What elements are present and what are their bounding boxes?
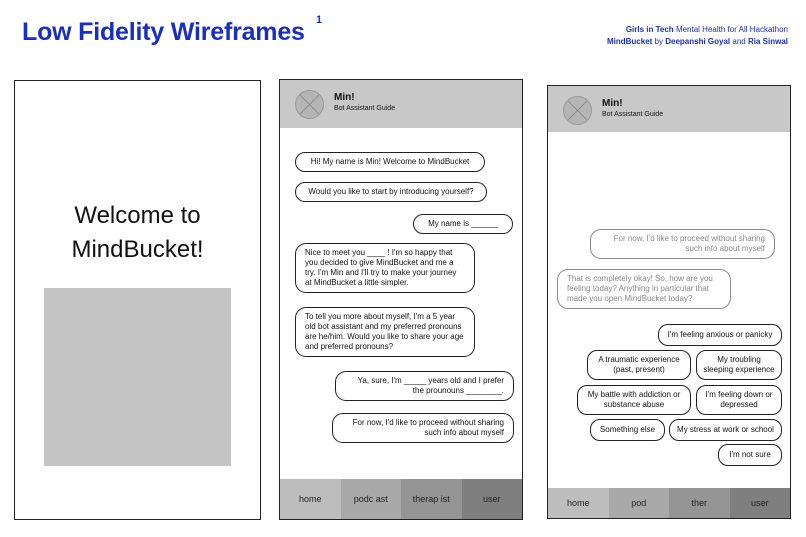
credits-org: Girls in Tech: [625, 25, 674, 34]
bot-header: [548, 86, 790, 132]
feelings-chat-screen: [547, 85, 791, 519]
credits-app: MindBucket: [606, 37, 653, 46]
feeling-option[interactable]: I'm feeling anxious or panicky: [658, 324, 782, 346]
welcome-heading: [15, 199, 260, 267]
user-reply-option[interactable]: For now, I'd like to proceed without sharing such info about myself: [332, 413, 514, 443]
title-superscript: 1: [316, 14, 323, 26]
image-placeholder: [44, 288, 231, 466]
bot-subtitle: Bot Assistant Guide: [602, 111, 664, 118]
credits-by: by: [654, 37, 663, 46]
bot-name: Min!: [334, 92, 355, 103]
nav-user[interactable]: user: [730, 488, 791, 518]
nav-home[interactable]: home: [280, 479, 341, 519]
image-placeholder-icon: [296, 91, 323, 118]
user-message: For now, I'd like to proceed without sharing such info about myself: [590, 229, 775, 259]
bottom-nav: [548, 488, 790, 518]
feeling-option[interactable]: Something else: [590, 419, 665, 441]
feeling-option[interactable]: My battle with addiction or substance abuse: [577, 385, 691, 415]
credits-line-1: [607, 24, 788, 36]
bottom-nav: [280, 479, 522, 519]
nav-home[interactable]: home: [548, 488, 609, 518]
nav-therapist[interactable]: ther: [669, 488, 730, 518]
bot-subtitle: Bot Assistant Guide: [334, 105, 396, 112]
bot-message: Nice to meet you ____ ! I'm so happy that you decided to give MindBucket and me a try. I'm Min and I'll try to make your journey at MindBucket a little simpler.: [295, 243, 475, 293]
credits-event: Mental Health for All Hackathon: [675, 25, 788, 34]
nav-podcast[interactable]: pod: [609, 488, 670, 518]
feeling-option[interactable]: I'm feeling down or depressed: [696, 385, 782, 415]
welcome-line-2: MindBucket!: [71, 236, 204, 263]
user-reply-option[interactable]: My name is ______: [413, 214, 513, 234]
nav-user[interactable]: user: [462, 479, 523, 519]
credits-author-1: Deepanshi Goyal: [665, 37, 731, 46]
welcome-screen: [14, 80, 261, 520]
user-reply-option[interactable]: Ya, sure, I'm _____ years old and I prefer the prounouns ________.: [335, 371, 514, 401]
feeling-option[interactable]: I'm not sure: [718, 444, 782, 466]
feeling-option[interactable]: My troubling sleeping experience: [696, 350, 782, 380]
credits-author-2: Ria Sinwal: [747, 37, 788, 46]
nav-therapist[interactable]: therap ist: [401, 479, 462, 519]
welcome-line-1: Welcome to: [74, 202, 201, 229]
feeling-option[interactable]: A traumatic experience (past, present): [587, 350, 691, 380]
bot-header: [280, 80, 522, 128]
bot-message: Would you like to start by introducing yourself?: [295, 182, 487, 202]
bot-message: To tell you more about myself, I'm a 5 year old bot assistant and my preferred pronouns are he/him. Would you like to share your age and preferred pronouns?: [295, 307, 475, 357]
intro-chat-screen: [279, 79, 523, 520]
image-placeholder-icon: [564, 97, 591, 124]
bot-avatar: [295, 90, 324, 119]
feeling-option[interactable]: My stress at work or school: [669, 419, 782, 441]
page-title: Low Fidelity Wireframes: [22, 18, 305, 46]
credits-line-2: [607, 36, 788, 48]
credits: [607, 24, 788, 48]
credits-and: and: [732, 37, 746, 46]
bot-message: Hi! My name is Min! Welcome to MindBucket: [295, 152, 485, 172]
bot-avatar: [563, 96, 592, 125]
nav-podcast[interactable]: podc ast: [341, 479, 402, 519]
bot-name: Min!: [602, 98, 623, 109]
bot-message: That is completely okay! So, how are you feeling today? Anything in particular that made you open MindBucket today?: [557, 269, 731, 309]
